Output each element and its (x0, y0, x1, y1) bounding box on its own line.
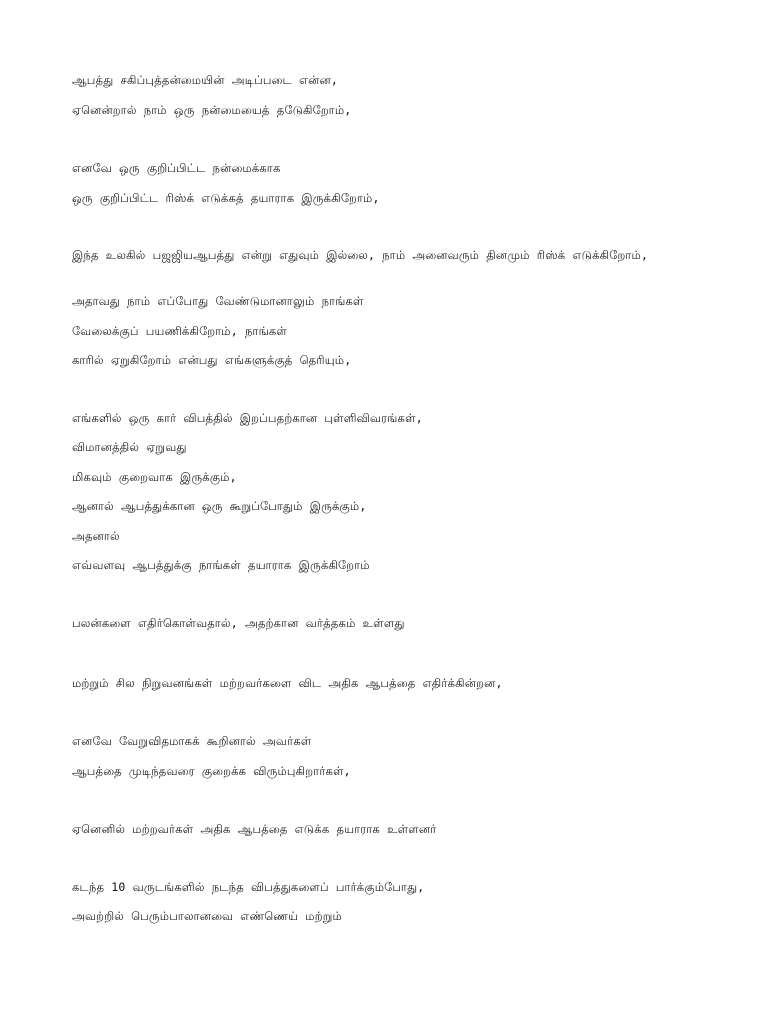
text-line: ஏனென்றால் நாம் ஒரு நன்மையைத் தடேுகிறோம், (72, 103, 352, 117)
text-line: ஒரு குறிப்பிட்ட ரிஸ்க் எடுக்கத் தயாராக இருக்கிறோம், (72, 191, 380, 205)
text-line: மிகவும் குறைவாக இருக்கும், (72, 470, 237, 484)
text-line: ஆபத்தை முடிந்தவரை குறைக்க விரும்புகிறார்கள், (72, 764, 351, 778)
text-line: கடந்த 10 வருடங்களில் நடந்த விபத்துகளைப் பார்க்கும்போது, (72, 880, 425, 894)
text-line: அதனால் (72, 529, 120, 543)
text-line: மற்றும் சில நிறுவனங்கள் மற்றவர்களை விட அதிக ஆபத்தை எதிர்க்கின்றன, (72, 676, 503, 690)
text-line: எனவே வேறுவிதமாகக் கூறினால் அவர்கள் (72, 734, 312, 748)
text-line: அவற்றில் பெரும்பாலானவை எண்ணெய் மற்றும் (72, 909, 343, 923)
text-line: ஆனால் ஆபத்துக்கான ஒரு கூறுப்போதும் இருக்கும், (72, 499, 367, 513)
text-line: பலன்களை எதிர்கொள்வதால், அதற்கான வர்த்தகம் உள்ளது (72, 616, 405, 630)
text-line: வேலைக்குப் பயணிக்கிறோம், நாங்கள் (72, 324, 287, 338)
text-line: ஆபத்து சகிப்புத்தன்மையின் அடிப்படை என்ன, (72, 73, 338, 87)
text-line: அதாவது நாம் எப்போது வேண்டுமானாலும் நாங்கள் (72, 294, 364, 308)
text-line: இந்த உலகில் பஜஜியஆபத்து என்று எதுவும் இல்லை, நாம் அனைவரும் தினமும் ரிஸ்க் எடுக்கிறோம், (72, 248, 649, 262)
text-line: எவ்வளவு ஆபத்துக்கு நாங்கள் தயாராக இருக்கிறோம் (72, 558, 370, 572)
text-line: எனவே ஒரு குறிப்பிட்ட நன்மைக்காக (72, 161, 281, 175)
text-line: எங்களில் ஒரு கார் விபத்தில் இறப்பதற்கான புள்ளிவிவரங்கள், (72, 411, 423, 425)
text-line: காரில் ஏறுகிறோம் என்பது எங்களுக்குத் தெரியும், (72, 353, 352, 367)
text-line: விமானத்தில் ஏறுவது (72, 440, 187, 454)
text-line: ஏனெனில் மற்றவர்கள் அதிக ஆபத்தை எடுக்க தயாராக உள்ளனர் (72, 822, 437, 836)
